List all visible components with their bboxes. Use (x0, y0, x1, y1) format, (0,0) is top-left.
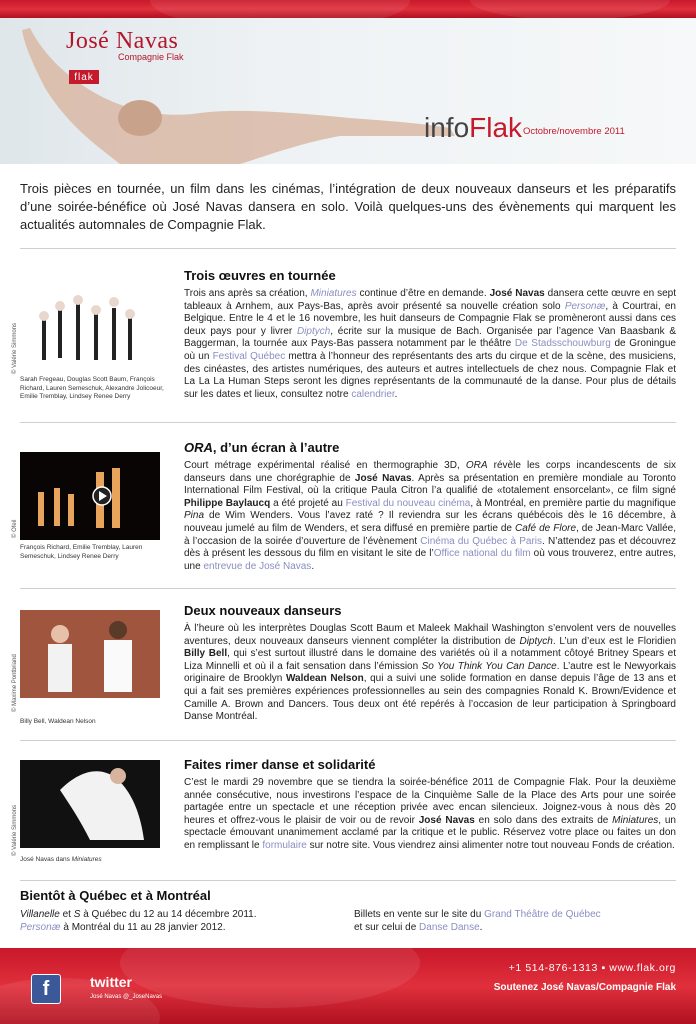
photo-caption: José Navas dans Miniatures (20, 856, 102, 863)
photo-caption: Sarah Fregeau, Douglas Scott Baum, François Richard, Lauren Semeschuk, Alexandre Jolicoeur, Emilie Tremblay, Lindsey Renee Derry (20, 376, 164, 400)
upcoming-dates: Villanelle et S à Québec du 12 au 14 décembre 2011. Personæ à Montréal du 11 au 28 janvier 2012. (20, 909, 257, 933)
website-link[interactable]: www.flak.org (609, 962, 676, 974)
link-grand-theatre[interactable]: Grand Théâtre de Québec (484, 909, 601, 920)
divider (20, 248, 676, 249)
link-cinema-quebec-paris[interactable]: Cinéma du Québec à Paris (420, 535, 543, 547)
section-body: À l’heure où les interprètes Douglas Scott Baum et Maleek Makhail Washington s’envolent vers de nouvelles aventures, deux nouveaux danseurs viennent compléter la distribution de Diptych. L’un d’eux est le Floridien Billy Bell, qui s’est surtout illustré dans le domaine des variétés où il a notamment côtoyé Britney Spears et Liza Minnelli et où il a fait sensation dans l’émission So You Think You Can Dance. L’autre est le Newyorkais originaire de Brooklyn Waldean Nelson, qui a suivi une solide formation en danse depuis l’âge de 13 ans et qui a fait ses premières expériences professionnelles au sein des compagnies Ronald K. Brown/Evidence et Camille A. Brown and Dancers. Tous deux ont été repérés à l’occasion de leur participation à Springboard Danse Montréal. (184, 623, 677, 723)
photo-credit: © Valérie Simmons (12, 323, 18, 374)
link-calendrier[interactable]: calendrier (351, 388, 395, 400)
newsletter-title (424, 112, 522, 144)
link-personae[interactable]: Personæ (564, 300, 606, 312)
section-body: Court métrage expérimental réalisé en thermographie 3D, ORA révèle les corps incandescents de six danseurs dans une chorégraphie de José Navas. Après sa présentation en première mondiale au Toronto International Film Festival, où la critique Paula Citron l’a qualifié de «totalement ensorcelant», ce film signé Philippe Baylaucq a été projeté au Festival du nouveau cinéma, à Montréal, en première partie du magnifique Pina de Wim Wenders. Vous l’avez raté ? Il reviendra sur les écrans québécois dès le 16 décembre, à nouveau jumelé au film de Wenders, et sera diffusé en première partie de Café de Flore, de Jean-Marc Vallée, à l’occasion de la soirée d’ouverture de l’évènement Cinéma du Québec à Paris. N’attendez pas et découvrez dès à présent les dessous du film en visitant le site de l’Office national du film où vous trouverez, entre autres, une entrevue de José Navas. (184, 460, 676, 572)
phone-number: +1 514-876-1313 (508, 962, 598, 974)
link-onf[interactable]: Office national du film (433, 548, 531, 560)
facebook-icon[interactable]: f (31, 974, 61, 1004)
photo-credit: © Valérie Simmons (12, 805, 18, 856)
brand-name: José Navas (66, 28, 179, 54)
tour-photo (20, 280, 160, 368)
link-fnc[interactable]: Festival du nouveau cinéma (345, 497, 471, 509)
section-title: ORA, d’un écran à l’autre (184, 440, 340, 455)
section-body: Trois ans après sa création, Miniatures continue d’être en demande. José Navas dansera cette œuvre en sept tableaux à Arnhem, aux Pays-Bas, après avoir présenté sa nouvelle création solo Personæ, à Courtrai, en Belgique. Entre le 4 et le 16 novembre, les huit danseurs de Compagnie Flak se promèneront aussi dans ces deux pays pour y livrer Diptych, écrite sur la musique de Bach. Organisée par l’agence Van Baasbank & Baggerman, la tournée aux Pays-Bas passera notamment par le théâtre De Stadsschouwburg de Groningue où un Festival Québec mettra à l’honneur des représentants des arts du cirque et de la scène, des musiciens, des cinéastes, des artistes numériques, des auteurs et autres intellectuels de chez nous. Compagnie Flak et La La La Human Steps seront les dignes représentants de la communauté de la danse. Pour plus de détails sur les dates et lieux, consultez notre calendrier. (184, 288, 677, 400)
title-part-info: info (424, 112, 470, 143)
support-link[interactable]: Soutenez José Navas/Compagnie Flak (493, 982, 676, 993)
footer (0, 948, 696, 1024)
title-part-flak: Flak (469, 112, 523, 143)
link-personae-montreal[interactable]: Personæ (20, 922, 61, 933)
ticket-info: Billets en vente sur le site du Grand Théâtre de Québec et sur celui de Danse Danse. (354, 909, 601, 933)
divider (20, 588, 676, 589)
upcoming-section (20, 888, 676, 933)
upcoming-heading: Bientôt à Québec et à Montréal (20, 888, 211, 903)
divider (20, 422, 676, 423)
twitter-icon[interactable]: twitter (90, 974, 132, 990)
contact-line: +1 514-876-1313 ▪ www.flak.org (508, 962, 676, 974)
link-festival-quebec[interactable]: Festival Québec (212, 350, 286, 362)
divider (20, 880, 676, 881)
photo-credit: © Ofeil (12, 519, 18, 538)
section-title: Faites rimer danse et solidarité (184, 757, 376, 772)
link-stadsschouwburg[interactable]: De Stadsschouwburg (514, 338, 611, 350)
top-red-band (0, 0, 696, 18)
benefit-photo (20, 760, 160, 848)
link-miniatures[interactable]: Miniatures (310, 288, 357, 299)
brand-block (66, 28, 184, 84)
dancers-photo (20, 610, 160, 698)
flak-logo: flak (69, 70, 99, 84)
link-formulaire[interactable]: formulaire (262, 839, 307, 851)
divider (20, 740, 676, 741)
ora-video-thumbnail[interactable] (20, 452, 160, 540)
link-diptych[interactable]: Diptych (296, 325, 331, 337)
photo-caption: François Richard, Emilie Tremblay, Lauren Semeschuk, Lindsey Renee Derry (20, 544, 143, 560)
header-banner (0, 18, 696, 164)
twitter-handle[interactable]: José Navas @_JoseNavas (90, 994, 163, 1000)
issue-date: Octobre/novembre 2011 (523, 126, 625, 137)
link-entrevue[interactable]: entrevue de José Navas (203, 560, 312, 572)
brand-subtitle: Compagnie Flak (118, 52, 184, 62)
section-title: Deux nouveaux danseurs (184, 603, 342, 618)
section-title: Trois œuvres en tournée (184, 268, 336, 283)
intro-paragraph: Trois pièces en tournée, un film dans les cinémas, l’intégration de deux nouveaux danseurs et les préparatifs d’une soirée-bénéfice où José Navas dansera en solo. Voilà quelques-uns des évènements qui marquent les actualités automnales de Compagnie Flak. (20, 181, 676, 232)
link-danse-danse[interactable]: Danse Danse (419, 922, 480, 933)
section-body: C’est le mardi 29 novembre que se tiendra la soirée-bénéfice 2011 de Compagnie Flak. Pour la deuxième année consécutive, nous investirons l’espace de la Cinquième Salle de la Place des Arts pour une soirée partagée entre un spectacle et une réception privée avec encan silencieux. Joignez-vous à nous dès 20 heures et offrez-vous le plaisir de voir ou de revoir José Navas en solo dans des extraits de Miniatures, un spectacle émouvant unanimement acclamé par la critique et le public. Réservez votre place ou faites un don en remplissant le formulaire sur notre site. Vous viendrez ainsi alimenter notre tout nouveau Fonds de création. (184, 777, 676, 851)
photo-caption: Billy Bell, Waldean Nelson (20, 718, 96, 725)
photo-credit: © Maxime Pontbriand (12, 654, 18, 712)
